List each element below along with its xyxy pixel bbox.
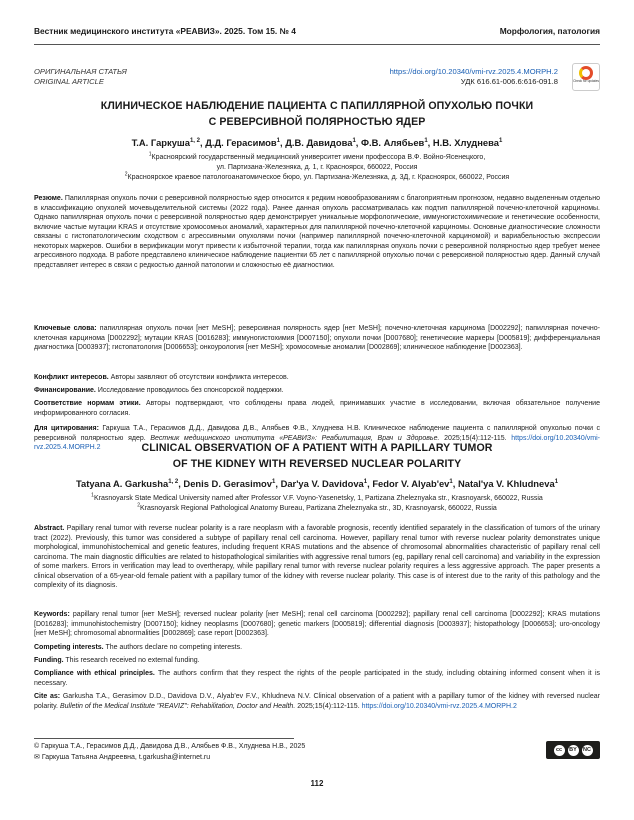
cite-tail: 2025;15(4):112-115. [444,434,507,442]
author-name: Д.В. Давидова [285,137,353,148]
article-type [34,67,127,87]
author-name: Т.А. Гаркуша [131,137,190,148]
author-affil: 1 [276,137,280,144]
affiliations-ru [34,153,600,183]
author [205,137,285,148]
author-name: Н.В. Хлуднева [432,137,499,148]
funding-en [34,656,600,666]
title-en [40,440,594,472]
author-affil: 1, 2 [189,137,200,144]
author-sep: , [275,478,281,489]
author-sep: , [427,137,433,148]
abstract-en [34,524,600,591]
citation-en [34,692,600,711]
aff-num: 1 [91,492,94,499]
crossmark-icon [579,66,593,80]
aff-text: Krasnoyarsk State Medical University named after Professor V.F. Voyno-Yasenetsky, 1, Partizana Zheleznyaka str., Krasnoyarsk, 660022, Russia [93,495,543,502]
funding-text: This research received no external funding. [65,657,200,664]
author-name: Denis D. Gerasimov [183,478,272,489]
ethics-en [34,669,600,688]
copyright-line: © Гаркуша Т.А., Герасимов Д.Д., Давидова Д.В., Алябьев Ф.В., Хлуднева Н.В., 2025 [34,743,306,750]
check-for-updates-badge[interactable] [572,63,600,91]
conflict-ru [34,373,600,383]
ethics-label: Соответствие нормам этики. [34,400,141,407]
by-icon: BY [568,745,579,756]
keywords-en [34,610,600,639]
author-name: Tatyana A. Garkusha [75,478,169,489]
conflict-text: Авторы заявляют об отсутствии конфликта интересов. [110,374,289,381]
author-sep: , [452,478,458,489]
author-affil: 1 [449,478,453,485]
author [76,478,183,489]
author [285,137,361,148]
title-en-line2: OF THE KIDNEY WITH REVERSED NUCLEAR POLARITY [172,458,462,470]
keywords-label: Ключевые слова: [34,325,97,332]
ethics-text: Авторы подтверждают, что соблюдены права людей, принимавших участие в исследовании, включая обязательное получение информированного согласия. [34,400,600,417]
author-sep: , [178,478,184,489]
ethics-ru [34,399,600,418]
article-ids [390,67,558,87]
author [458,478,558,489]
author-affil: 1 [352,137,356,144]
header-rule [34,44,600,45]
author [361,137,433,148]
title-ru-line1: КЛИНИЧЕСКОЕ НАБЛЮДЕНИЕ ПАЦИЕНТА С ПАПИЛЛЯРНОЙ ОПУХОЛЬЮ ПОЧКИ [100,100,534,112]
affiliation-2 [34,504,600,514]
article-type-ru: ОРИГИНАЛЬНАЯ СТАТЬЯ [34,67,127,76]
aff-text: Krasnoyarsk Regional Pathological Anatomy Bureau, Partizana Zheleznyaka str., 3D, Krasnoyarsk, 660022, Russia [139,505,497,512]
affiliations-en [34,494,600,514]
author-affil: 1 [499,137,503,144]
cite-label: Для цитирования: [34,425,99,432]
envelope-icon: ✉ [34,754,40,761]
conflict-text: The authors declare no competing interests. [105,644,243,651]
cite-doi-link[interactable]: https://doi.org/10.20340/vmi-rvz.2025.4.MORPH.2 [361,702,517,710]
cite-journal: Вестник медицинского института «РЕАВИЗ»: Реабилитация, Врач и Здоровье. [150,434,440,442]
abstract-text: Papillary renal tumor with reverse nuclear polarity is a rare neoplasm with a favorable prognosis, recently identified separately in the classification of tumors of the urinary tract (2022). Previously, this tumor was considered a subtype of papillary renal cell carcinoma. However, papillary renal tumor with reverse nuclear polarity demonstrates unique morphological, immunohistochemical and genetic features, including frequent KRAS mutations and the absence of chromosomal abnormalities characteristic of papillary renal cell carcinoma. The main diagnostic difficulties are related to histopathological similarities with aggressive renal tumors (eg, papillary renal cell carcinoma) and variability in the expression of some markers. Errors in verification may lead to overtherapy, while papillary renal tumor with reverse nuclear polarity requires a less aggressive approach. The paper presents a clinical observation of a 65-year-old female patient with a papillary tumor of the kidney with reverse nuclear polarity. This case is of interest due to the rarity of this pathology and the complexity of its diagnosis. [34,525,600,589]
keywords-text: papillary renal tumor [нет MeSH]; reversed nuclear polarity [нет MeSH]; renal cell carcinoma [D002292]; papillary renal cell carcinoma [D002292]; KRAS mutations [D016283]; immunohistochemistry [D007150]; kidney neoplasms [D007680]; genetic markers [D005819]; differential diagnosis [D003937]; histopathology [D006653]; uro-oncology [нет MeSH]; chromosomal abnormalities [D002869]; case report [D002363]. [34,611,600,637]
author [281,478,373,489]
author-name: Ф.В. Алябьев [361,137,425,148]
author-affil: 1 [272,478,276,485]
contact-text[interactable]: Гаркуша Татьяна Андреевна, t.garkusha@internet.ru [41,754,211,761]
cc-icon: cc [554,745,565,756]
cc-license-badge[interactable] [546,741,600,759]
section-name: Морфология, патология [499,26,600,36]
nc-icon: NC [582,745,593,756]
doi-link[interactable]: https://doi.org/10.20340/vmi-rvz.2025.4.MORPH.2 [389,67,558,76]
conflict-en [34,643,600,653]
funding-ru [34,386,600,396]
ethics-text: The authors confirm that they respect the rights of the people participated in the study, including obtaining informed consent when it is necessary. [34,670,601,687]
authors-ru [34,137,600,148]
abstract-text: Папиллярная опухоль почки с реверсивной полярностью ядер относится к редким новообразованиям с благоприятным прогнозом, недавно выделенным отдельно в классификацию опухолей мочевыделительной системы (2022 года). Ранее данная опухоль рассматривалась как подтип папиллярной почечно-клеточной карциномы. Однако папиллярная опухоль почки с реверсивной полярностью ядер демонстрирует уникальные морфологические, иммуногистохимические и генетические особенности, включие частые мутации KRAS и отсутствие хромосомных аномалий, характерных для папиллярной почечно-клеточной карциномы. Основные диагностические сложности связаны с гистопатологическим сходством с агрессивными опухолями почки (например папиллярной почечно-клеточной карциномой) и вариабельностью экспрессии некоторых маркеров. Ошибки в верификации могут привести к избыточной терапии, тогда как папиллярная опухоль почки с реверсивной полярностью ядер требует менее агрессивного подхода. В работе представлено клиническое наблюдение пациентки 65 лет с папиллярной опухолью почки с реверсивной полярностью ядер. Данный случай представляет интерес в связи с редкостью данной патологии и сложностью её диагностики. [34,195,600,269]
title-ru-line2: С РЕВЕРСИВНОЙ ПОЛЯРНОСТЬЮ ЯДЕР [208,116,426,128]
cite-text: Garkusha T.A., Gerasimov D.D., Davidova D.V., Alyab'ev F.V., Khludneva N.V. Clinical observation of a patient with a papillary tumor of the kidney with reversed nuclear polarity. [34,693,600,710]
affiliation-1 [34,494,600,504]
journal-name: Вестник медицинского института «РЕАВИЗ». 2025. Том 15. № 4 [34,26,296,36]
abstract-label: Резюме. [34,195,63,202]
keywords-text: папиллярная опухоль почки [нет MeSH]; реверсивная полярность ядер [нет MeSH]; почечно-клеточная карцинома [D002292]; папиллярная почечно-клеточная карцинома [D002292]; мутации KRAS [D016283]; иммуногистохимия [D007150]; опухоли почки [D007680]; генетические маркеры [D005819]; дифференциальная диагностика [D003937]; гистопатология [D006653]; онкоурология [нет MeSH]; хромосомные аномалии [D002869]; клиническое наблюдение [D002363]. [34,325,601,351]
author [132,137,206,148]
affiliation-1 [34,153,600,163]
aff-text: Красноярский государственный медицинский университет имени профессора В.Ф. Войно-Ясенецкого, [151,154,486,161]
keywords-ru [34,324,600,353]
funding-label: Финансирование. [34,387,96,394]
affiliation-1-address: ул. Партизана-Железняка, д. 1, г. Красноярск, 660022, Россия [216,164,418,171]
cite-doi-link[interactable]: https://doi.org/10.20340/vmi-rvz.2025.4.MORPH.2 [34,434,600,451]
cite-label: Cite as: [34,693,61,700]
cite-tail: 2025;15(4):112-115. [297,702,360,710]
article-type-en: ORIGINAL ARTICLE [34,77,104,86]
footer-rule [34,738,294,739]
page-number: 112 [310,779,324,788]
author-sep: , [355,137,361,148]
author-affil: 1 [363,478,368,485]
title-en-line1: CLINICAL OBSERVATION OF A PATIENT WITH A PAPILLARY TUMOR [141,442,493,454]
funding-label: Funding. [34,657,64,664]
author [433,137,502,148]
aff-text: Красноярское краевое патологоанатомическое бюро, ул. Партизана-Железняка, д. 3Д, г. Красноярск, 660022, Россия [127,174,510,181]
affiliation-2 [34,173,600,183]
conflict-label: Competing interests. [34,644,104,651]
author [183,478,280,489]
aff-num: 2 [124,171,128,178]
running-header [34,24,600,38]
keywords-label: Keywords: [34,611,70,618]
cite-text: Гаркуша Т.А., Герасимов Д.Д., Давидова Д.В., Алябьев Ф.В., Хлуднева Н.В. Клиническое наблюдение пациента с папиллярной опухолью почки с реверсивной полярностью ядер. [34,425,601,442]
author-name: Д.Д. Герасимов [205,137,277,148]
author-name: Fedor V. Alyab'ev [372,478,450,489]
title-ru [40,98,594,130]
author-affil: 1, 2 [168,478,179,485]
author-sep: , [199,137,206,148]
author-affil: 1 [554,478,559,485]
cite-journal: Bulletin of the Medical Institute "REAVIZ": Rehabilitation, Doctor and Health. [59,702,296,710]
authors-en [34,478,600,489]
aff-num: 1 [148,151,152,158]
conflict-label: Конфликт интересов. [34,374,109,381]
ethics-label: Compliance with ethical principles. [34,670,155,677]
author-name: Dar'ya V. Davidova [280,478,364,489]
udc-code: УДК 616.61-006.6:616-091.8 [460,77,558,86]
author-name: Natal'ya V. Khludneva [457,478,555,489]
contact-line [34,753,210,763]
author-affil: 1 [424,137,428,144]
aff-num: 2 [137,502,140,509]
author [372,478,458,489]
author-sep: , [367,478,373,489]
funding-text: Исследование проводилось без спонсорской поддержки. [97,387,284,394]
author-sep: , [280,137,286,148]
abstract-ru [34,194,600,270]
badge-label: Check for updates [573,79,599,83]
abstract-label: Abstract. [34,525,65,532]
